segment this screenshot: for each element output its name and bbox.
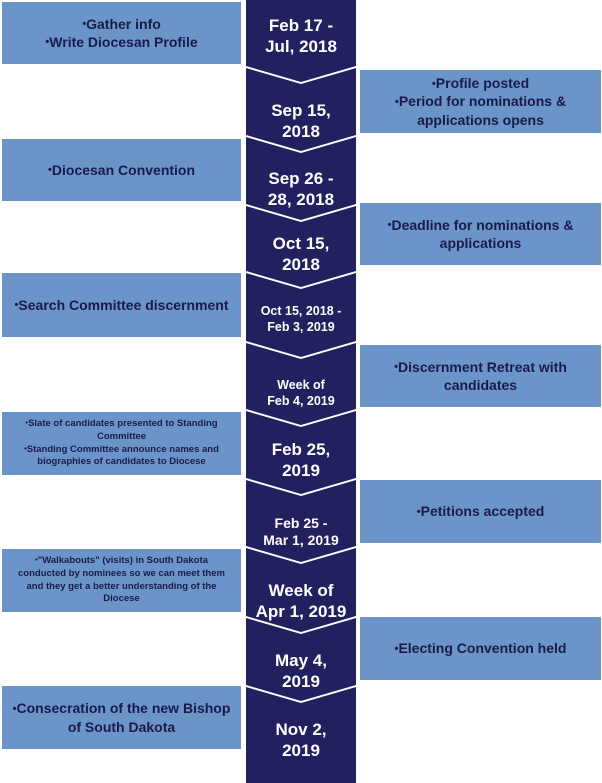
event-item: • Discernment Retreat with candidates <box>368 358 593 394</box>
event-box <box>360 480 601 543</box>
event-item: • Search Committee discernment <box>15 296 229 314</box>
event-box <box>2 686 241 749</box>
event-item: • Write Diocesan Profile <box>45 33 197 51</box>
event-item: • Electing Convention held <box>395 639 567 657</box>
event-item: • Petitions accepted <box>417 502 545 520</box>
timeline-date: Nov 2, 2019 <box>275 719 327 760</box>
timeline-date: Feb 25 - Mar 1, 2019 <box>263 514 339 548</box>
timeline-date: Oct 15, 2018 - Feb 3, 2019 <box>260 304 342 334</box>
event-item: • Standing Committee announce names and biographies of candidates to Diocese <box>10 444 233 470</box>
event-box <box>360 617 601 680</box>
timeline-date: Oct 15, 2018 <box>272 233 330 274</box>
event-box <box>2 549 241 612</box>
event-item: • Consecration of the new Bishop of South Dakota <box>10 699 233 735</box>
event-box <box>2 273 241 337</box>
event-item: • Profile posted <box>432 74 529 92</box>
event-item: • Slate of candidates presented to Standing Committee <box>10 418 233 444</box>
timeline-date: Week of Feb 4, 2019 <box>267 378 335 408</box>
event-item: • Deadline for nominations & applications <box>368 216 593 252</box>
event-box <box>360 203 601 265</box>
timeline-date: Week of Apr 1, 2019 <box>255 580 347 621</box>
event-item: • Period for nominations & applications opens <box>368 92 593 128</box>
event-box <box>2 139 241 201</box>
timeline-date: Sep 26 - 28, 2018 <box>267 168 335 209</box>
event-box <box>360 345 601 407</box>
event-item: • Diocesan Convention <box>48 161 195 179</box>
timeline-date: May 4, 2019 <box>275 650 327 691</box>
event-box <box>360 70 601 133</box>
event-item: • Gather info <box>82 15 161 33</box>
event-item: • "Walkabouts" (visits) in South Dakota conducted by nominees so we can meet them and they get a better understanding of the Diocese <box>10 555 233 606</box>
event-box <box>2 412 241 475</box>
timeline-date: Feb 17 - Jul, 2018 <box>265 15 337 56</box>
timeline-date: Feb 25, 2019 <box>271 439 331 480</box>
event-box <box>2 2 241 64</box>
timeline-date: Sep 15, 2018 <box>271 100 331 141</box>
